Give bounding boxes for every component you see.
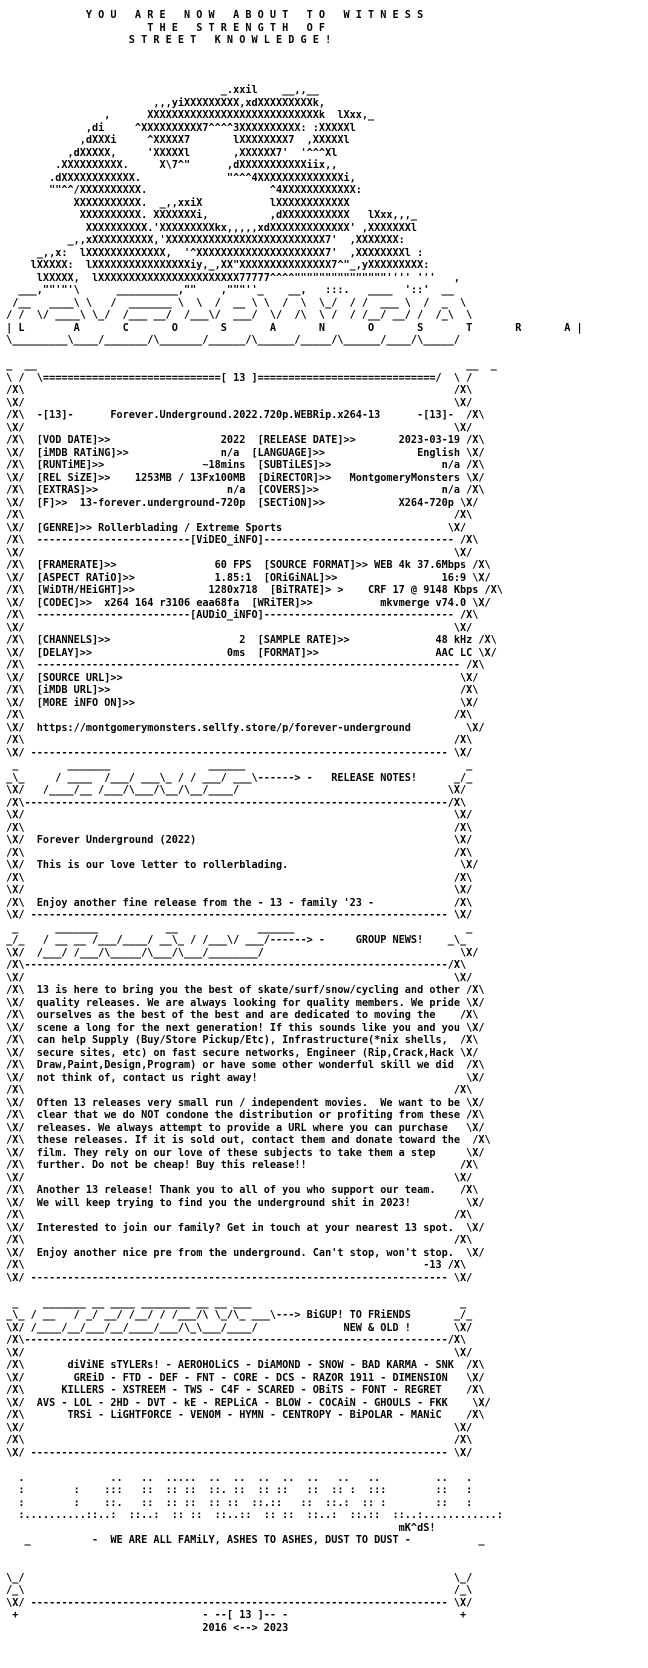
nfo-line: \X/ [GENRE]>> Rollerblading / Extreme Sports \X/ [0,522,467,534]
nfo-line: XXXXXXXXXX.'XXXXXXXXXkx,,,,,xdXXXXXXXXXXXXX' ,XXXXXXXl [0,222,418,234]
nfo-line: _\_ / __ / _/ __/ /__/ / /___/\ \_/\_ ___\---> BiGUP! TO FRiENDS _/_ [0,1310,473,1321]
nfo-line: \X/ [REL SiZE]>> 1253MB / 13Fx100MB [DiRECTOR]>> MontgomeryMonsters \X/ [0,472,485,484]
nfo-line: /_\ /_\ [0,1585,473,1596]
nfo-line: _,,xXXXXXXXXXX,'XXXXXXXXXXXXXXXXXXXXXXXXXX7' ,XXXXXXX: [0,235,405,246]
nfo-line: \_________\____/_______/\_______/______/\______/_____/\______/____/\_____/ [0,335,461,346]
nfo-line: /X\ [iMDB URL]>> /X\ [0,685,479,696]
nfo-line: /X\ /X\ [0,1235,473,1246]
nfo-line: ___,""'"'\ __________,"" ,"""''_ __, :::. ____ '::' __ [0,285,454,296]
nfo-line: /X\ [VOD DATE]>> 2022 [RELEASE DATE]>> 2023-03-19 /X\ [0,435,485,446]
nfo-line: XXXXXXXXXXX. _,,xxiX lXXXXXXXXXXXX [0,197,350,209]
nfo-line: \X/ \X/ [0,422,473,434]
nfo-line: \X/ [F]>> 13-forever.underground-720p [SECTiON]>> X264-720p \X/ [0,497,479,509]
nfo-line: \X/ secure sites, etc) on fast secure networks, Engineer (Rip,Crack,Hack \X/ [0,1047,479,1059]
nfo-line: lXXXXX, lXXXXXXXXXXXXXXXXXXXXXXX77777^^^^"""""""""""""""'''' ''' , [0,272,461,284]
nfo-line: _ _______ ______ _ [0,760,473,771]
nfo-line: mK^dS! [0,1522,436,1534]
nfo-line: \X/ -------------------------------------------------------------------- \X/ [0,910,473,921]
nfo-line: T H E S T R E N G T H O F [0,22,326,34]
nfo-line: \X/ This is our love letter to rollerblading. \X/ [0,860,479,871]
nfo-line: \X/ \X/ [0,972,473,984]
nfo-line: /X\---------------------------------------------------------------------/X\ [0,1335,467,1346]
nfo-line: \X/ We will keep trying to find you the underground shit in 2023! \X/ [0,1197,485,1209]
nfo-line: /X\ 13 is here to bring you the best of skate/surf/snow/cycling and other /X\ [0,985,485,996]
nfo-line: \X/ Often 13 releases very small run / independent movies. We want to be \X/ [0,1097,485,1109]
nfo-line: /X\ /X\ [0,710,473,721]
nfo-line: \X/ \X/ [0,1422,473,1434]
nfo-line [0,48,648,61]
nfo-line [0,1460,648,1473]
nfo-line: \X/ \X/ [0,810,473,821]
nfo-line: \X/ film. They rely on our love of these subjects to take them a step \X/ [0,1147,485,1159]
nfo-line: XXXXXXXXXX. XXXXXXXi, ,dXXXXXXXXXXX lXxx,,,_ [0,210,418,221]
nfo-line: / / \/ ____\ \_/ /___ __/ /___\/ ___/ \/ /\ \ / / /__/ __/ / /_\ \ [0,310,473,321]
nfo-line: \X/ Interested to join our family? Get in touch at your nearest 13 spot. \X/ [0,1222,485,1234]
nfo-line: /X\ /X\ [0,385,473,396]
nfo-line: ""^^/XXXXXXXXXX. ^4XXXXXXXXXXXX: [0,185,362,196]
nfo-line: \X/ \X/ [0,397,473,409]
nfo-line: /X\ [FRAMERATE]>> 60 FPS [SOURCE FORMAT]>> WEB 4k 37.6Mbps /X\ [0,560,491,571]
nfo-line: \X/ [MORE iNFO ON]>> \X/ [0,697,479,709]
nfo-line: /X\ /X\ [0,822,473,834]
nfo-line: 2016 <--> 2023 [0,1622,289,1634]
nfo-line: \X/ [DELAY]>> 0ms [FORMAT]>> AAC LC \X/ [0,647,497,659]
nfo-line: /X\ -------------------------[AUDiO_iNFO]------------------------------- /X\ [0,610,479,621]
nfo-line: /X\ these releases. If it is sold out, contact them and donate toward the /X\ [0,1135,491,1146]
nfo-line: /X\ -[13]- Forever.Underground.2022.720p.WEBRip.x264-13 -[13]- /X\ [0,410,485,421]
nfo-line: /X\ /X\ [0,847,473,859]
nfo-line: \X/ /____/__/___/__/____/___/\_\___/____/ NEW & OLD ! \X/ [0,1322,473,1334]
nfo-line: /X\ [RUNTiME]>> ~18mins [SUBTiLES]>> n/a /X\ [0,460,485,471]
nfo-line: /X\ -------------------------[ViDEO_iNFO]------------------------------- /X\ [0,535,479,546]
nfo-line: \X/ GREiD - FTD - DEF - FNT - CORE - DCS - RAZOR 1911 - DIMENSION \X/ [0,1372,485,1384]
nfo-line: /X\---------------------------------------------------------------------/X\ [0,797,467,809]
nfo-line: _.xxil __,,__ [0,85,319,96]
nfo-line: \_/ \_/ [0,1572,473,1584]
nfo-line: \X/ https://montgomerymonsters.sellfy.store/p/forever-underground \X/ [0,722,485,734]
nfo-line: _,,x: lXXXXXXXXXXXXX, '^XXXXXXXXXXXXXXXXXXXXX7' ,XXXXXXXXl : [0,247,424,259]
nfo-line: \X/ -------------------------------------------------------------------- \X/ [0,1447,473,1459]
nfo-line: \X/ /____/__ /___/\___/\__/\__/____/ \X/ [0,785,467,796]
nfo-line: + - --[ 13 ]-- - + [0,1610,467,1621]
nfo-line: /X\ diViNE sTYLERs! - AEROHOLiCS - DiAMOND - SNOW - BAD KARMA - SNK /X\ [0,1360,485,1371]
nfo-line: : : ::: :: :: :: ::. :: :: :: :: :: : ::: :: : [0,1485,473,1496]
nfo-line: lXXXXX: lXXXXXXXXXXXXXXXXiy,_,XX"XXXXXXXXXXXXXXX7^"_,yXXXXXXXXX: [0,260,430,271]
nfo-line: \X/ releases. We always attempt to provide a URL where you can purchase \X/ [0,1122,485,1134]
nfo-line: _ __ __ _ [0,360,497,371]
nfo-line: \X/ Enjoy another nice pre from the underground. Can't stop, won't stop. \X/ [0,1247,485,1259]
nfo-line: .XXXXXXXXXX. X\7^" ,dXXXXXXXXXXXiix,, [0,160,338,171]
nfo-line: S T R E E T K N O W L E D G E ! [0,35,332,46]
nfo-line [0,1560,648,1573]
nfo-line [0,1285,648,1298]
nfo-line [0,348,648,361]
nfo-line [0,1548,648,1561]
nfo-line: \X/ \X/ [0,547,473,559]
nfo-line: \X/ -------------------------------------------------------------------- \X/ [0,1597,473,1609]
nfo-line: _ _______ __ ____ ________ __ __ ___ _ [0,1297,467,1309]
nfo-line: /X\ [EXTRAS]>> n/a [COVERS]>> n/a /X\ [0,485,485,496]
nfo-line: . .. .. ..... .. .. .. .. .. .. .. .. . [0,1472,473,1484]
nfo-line: /X\ /X\ [0,1435,473,1446]
nfo-line: \X/ \X/ [0,622,473,634]
nfo-line: /X\ KILLERS - XSTREEM - TWS - C4F - SCARED - OBiTS - FONT - REGRET /X\ [0,1385,485,1396]
nfo-line: \X/ scene a long for the next generation! If this sounds like you and you \X/ [0,1022,485,1034]
nfo-line: ,,,yiXXXXXXXXX,xdXXXXXXXXXk, [0,97,326,109]
nfo-line [0,73,648,86]
nfo-line: \X/ -------------------------------------------------------------------- \X/ [0,1272,473,1284]
nfo-line: /X\---------------------------------------------------------------------/X\ [0,960,467,971]
nfo-line: /X\ -13 /X\ [0,1260,467,1271]
nfo-line: /X\ ourselves as the best of the best and are dedicated to moving the /X\ [0,1010,479,1021]
nfo-line: /X\ further. Do not be cheap! Buy this release!! /X\ [0,1160,479,1171]
nfo-line: \X/ [SOURCE URL]>> \X/ [0,672,479,684]
nfo-line: \X/ -------------------------------------------------------------------- \X/ [0,747,473,759]
nfo-line: /X\ [WiDTH/HEiGHT]>> 1280x718 [BiTRATE]> > CRF 17 @ 9148 Kbps /X\ [0,585,503,596]
nfo-line: \X/ quality releases. We are always looking for quality members. We pride \X/ [0,997,485,1009]
nfo-line: :..........::..: ::..: :: :: ::..:: :: :: ::..: ::.:: ::..:............: [0,1510,503,1521]
nfo-line: /X\ can help Supply (Buy/Store Pickup/Etc), Infrastructure(*nix shells, /X\ [0,1035,479,1046]
nfo-line: /X\ /X\ [0,510,473,521]
nfo-line: /X\ Enjoy another fine release from the - 13 - family '23 - /X\ [0,897,473,909]
nfo-line: \X/ [ASPECT RATiO]>> 1.85:1 [ORiGiNAL]>> 16:9 \X/ [0,572,491,584]
nfo-line: ,dXXXi ^XXXXX7 lXXXXXXXX7 ,XXXXXl [0,135,350,146]
nfo-line: /X\ /X\ [0,1210,473,1221]
nfo-line: /X\ /X\ [0,735,473,746]
nfo-line: \X/ \X/ [0,885,473,896]
nfo-line: _\_ / ____ /___/ ___\_ / / ___/ ___\------> - RELEASE NOTES! _/_ [0,772,473,784]
nfo-line: .dXXXXXXXXXXXX. "^^^4XXXXXXXXXXXXXXi, [0,172,356,184]
nfo-line: , XXXXXXXXXXXXXXXXXXXXXXXXXXXXk lXxx,_ [0,110,375,121]
nfo-line: ,di ^XXXXXXXXXX7^^^^3XXXXXXXXXX: :XXXXXl [0,122,356,134]
nfo-line: _ - WE ARE ALL FAMiLY, ASHES TO ASHES, DUST TO DUST - _ [0,1535,485,1546]
nfo-line: /X\ [CHANNELS]>> 2 [SAMPLE RATE]>> 48 kHz /X\ [0,635,497,646]
nfo-line: \X/ /___/ /___/\_____/\___/\___/________/ \X/ [0,947,479,959]
nfo-line: \X/ [CODEC]>> x264 164 r3106 eaa68fa [WRiTER]>> mkvmerge v74.0 \X/ [0,597,491,609]
nfo-line: /X\ Draw,Paint,Design,Program) or have some other wonderful skill we did /X\ [0,1060,485,1071]
nfo-line: ,dXXXXX, 'XXXXXl ,XXXXXX7' '^^^Xl [0,147,338,159]
nfo-line: \X/ \X/ [0,1347,473,1359]
nfo-line: /__ ____\ \ / _______ \ \ / __ \ \ / \ \_/ / / ___ \ / _ \ [0,297,467,309]
nfo-line: /X\ Another 13 release! Thank you to all of you who support our team. /X\ [0,1185,479,1196]
nfo-line: \X/ \X/ [0,1172,473,1184]
nfo-line: \ / \=============================[ 13 ]=============================/ \ / [0,372,473,384]
nfo-line: | L A C O S A N O S T R A | [0,322,583,334]
nfo-line: /X\ /X\ [0,1085,473,1096]
nfo-line: _/_ / __ __ /___/____/ __\_ / /___\/ ___/------> - GROUP NEWS! _\_ [0,935,467,946]
nfo-line: /X\ /X\ [0,872,473,884]
nfo-line: /X\ TRSi - LiGHTFORCE - VENOM - HYMN - CENTROPY - BiPOLAR - MANiC /X\ [0,1410,485,1421]
nfo-line: \X/ Forever Underground (2022) \X/ [0,835,473,846]
nfo-line: _ _______ __ ______ _ [0,922,473,934]
nfo-line: /X\ --------------------------------------------------------------------- /X\ [0,660,485,671]
nfo-line [0,60,648,73]
nfo-line: \X/ not think of, contact us right away! \X/ [0,1072,485,1084]
nfo-line: : : ::. :: :: :: :: :: ::.:: :: ::.: :: : :: : [0,1497,473,1509]
nfo-line: \X/ [iMDB RATiNG]>> n/a [LANGUAGE]>> English \X/ [0,447,485,459]
nfo-line: \X/ AVS - LOL - 2HD - DVT - kE - REPLiCA - BLOW - COCAiN - GHOULS - FKK \X/ [0,1397,491,1409]
nfo-line: /X\ clear that we do NOT condone the distribution or profiting from these /X\ [0,1110,485,1121]
nfo-line: Y O U A R E N O W A B O U T T O W I T N E S S [0,10,424,21]
